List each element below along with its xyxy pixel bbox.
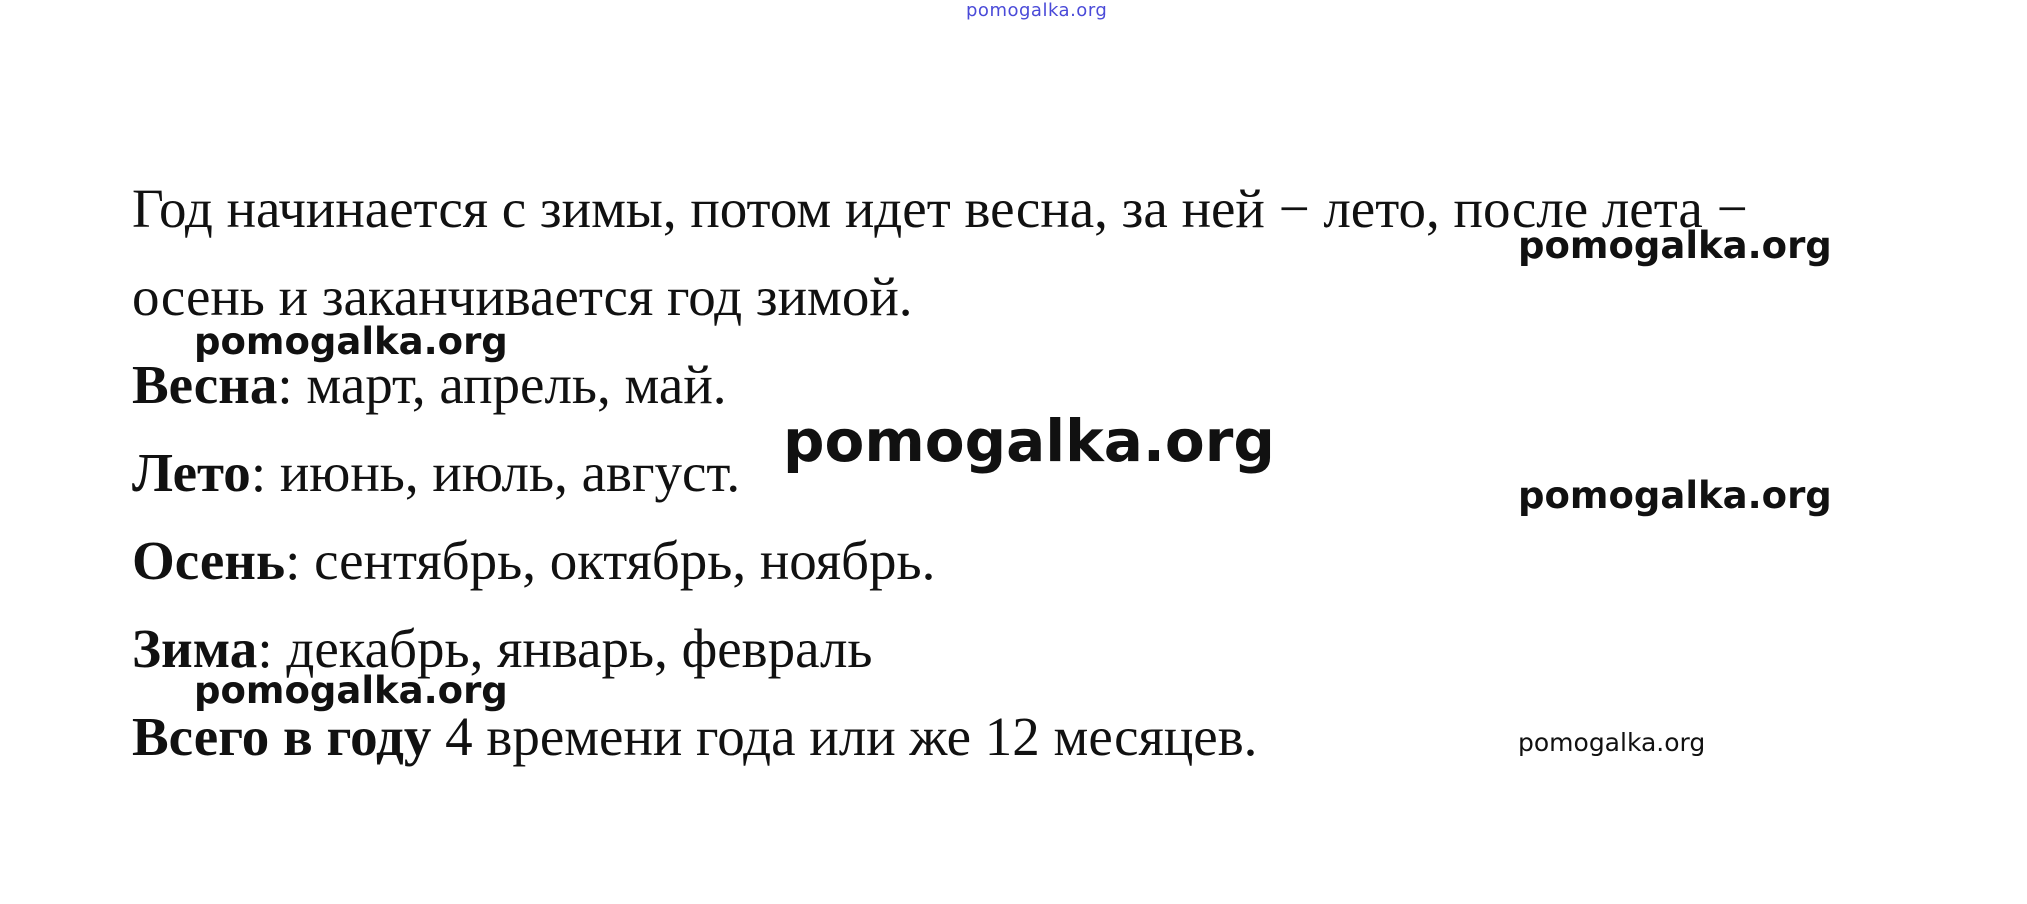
summary-bold: Всего в году bbox=[132, 706, 432, 767]
watermark: pomogalka.org bbox=[194, 320, 508, 363]
season-name: Зима bbox=[132, 618, 258, 679]
intro-line-1: Год начинается с зимы, потом идет весна, за ней − лето, после лета − bbox=[132, 178, 1748, 239]
season-months: : март, апрель, май. bbox=[277, 354, 727, 415]
watermark: pomogalka.org bbox=[783, 407, 1275, 475]
season-name: Лето bbox=[132, 442, 251, 503]
season-months: : декабрь, январь, февраль bbox=[257, 618, 873, 679]
watermark: pomogalka.org bbox=[1518, 474, 1832, 517]
intro-line-2: осень и заканчивается год зимой. bbox=[132, 266, 913, 327]
season-months: : июнь, июль, август. bbox=[250, 442, 741, 503]
season-autumn bbox=[132, 517, 1952, 605]
summary-rest: 4 времени года или же 12 месяцев. bbox=[431, 706, 1258, 767]
top-watermark: pomogalka.org bbox=[966, 0, 1108, 21]
watermark: pomogalka.org bbox=[194, 669, 508, 712]
watermark: pomogalka.org bbox=[1518, 728, 1706, 757]
season-name: Осень bbox=[132, 530, 286, 591]
watermark: pomogalka.org bbox=[1518, 224, 1832, 267]
season-name: Весна bbox=[132, 354, 278, 415]
season-months: : сентябрь, октябрь, ноябрь. bbox=[285, 530, 936, 591]
